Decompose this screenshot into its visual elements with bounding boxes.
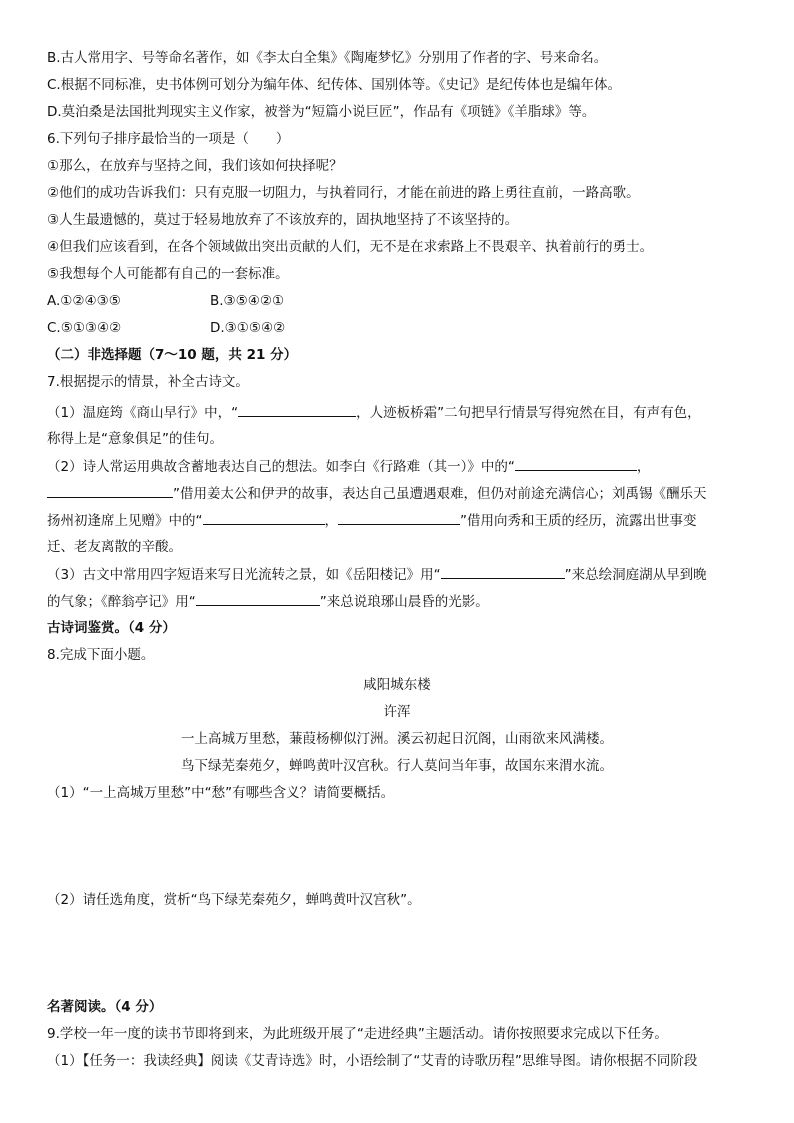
q7-stem: 7.根据提示的情景，补全古诗文。 <box>47 374 249 390</box>
option-d: D.莫泊桑是法国批判现实主义作家，被誉为“短篇小说巨匠”，作品有《项链》《羊脂球》等。 <box>47 104 596 120</box>
q7-part2-text-b: ， <box>636 459 651 475</box>
q8-sub2: （2）请任选角度，赏析“鸟下绿芜秦苑夕，蝉鸣黄叶汉宫秋”。 <box>47 892 421 908</box>
q6-sentence-2: ②他们的成功告诉我们：只有克服一切阻力，与执着同行，才能在前进的路上勇往直前，一路高歌。 <box>47 185 640 201</box>
answer-blank[interactable] <box>47 483 173 498</box>
q7-part3-text-c: 的气象；《醉翁亭记》用“ <box>47 594 196 610</box>
q6-option-a: A.①②④③⑤ <box>47 293 121 309</box>
q7-part3-text-d: ”来总说琅琊山晨昏的光影。 <box>319 594 489 610</box>
q7-part2-text-a: （2）诗人常运用典故含蓄地表达自己的想法。如李白《行路难（其一）》中的“ <box>47 459 515 475</box>
q9-stem: 9.学校一年一度的读书节即将到来，为此班级开展了“走进经典”主题活动。请你按照要求完成以下任务。 <box>47 1026 668 1042</box>
poem-title: 咸阳城东楼 <box>363 677 431 693</box>
answer-blank[interactable] <box>238 402 356 417</box>
q7-part3-text-a: （3）古文中常用四字短语来写日光流转之景，如《岳阳楼记》用“ <box>47 567 441 583</box>
q8-sub1: （1）“一上高城万里愁”中“愁”有哪些含义？请简要概括。 <box>47 785 395 801</box>
classics-section-title: 名著阅读。（4 分） <box>47 999 163 1015</box>
answer-blank[interactable] <box>441 564 565 579</box>
q8-stem: 8.完成下面小题。 <box>47 647 155 663</box>
q6-option-b: B.③⑤④②① <box>210 293 285 309</box>
q6-sentence-3: ③人生最遗憾的，莫过于轻易地放弃了不该放弃的，固执地坚持了不该坚持的。 <box>47 212 519 228</box>
q7-part3-line2 <box>47 591 489 612</box>
q6-sentence-1: ①那么，在放弃与坚持之间，我们该如何抉择呢？ <box>47 158 343 174</box>
q7-part2-line3 <box>47 510 697 531</box>
q6-sentence-5: ⑤我想每个人可能都有自己的一套标准。 <box>47 266 289 282</box>
q7-part1-line2: 称得上是“意象俱足”的佳句。 <box>47 431 223 447</box>
answer-blank[interactable] <box>515 456 637 471</box>
q7-part2-line2 <box>47 483 707 504</box>
q6-sentence-4: ④但我们应该看到，在各个领域做出突出贡献的人们，无不是在求索路上不畏艰辛、执着前行的勇士。 <box>47 239 654 255</box>
poem-line-1: 一上高城万里愁，蒹葭杨柳似汀洲。溪云初起日沉阁，山雨欲来风满楼。 <box>181 731 613 747</box>
poem-author: 许浑 <box>383 704 411 720</box>
option-c: C.根据不同标准，史书体例可划分为编年体、纪传体、国别体等。《史记》是纪传体也是编年体。 <box>47 77 621 93</box>
q7-part2-text-c: ”借用姜太公和伊尹的故事，表达自己虽遭遇艰难，但仍对前途充满信心；刘禹锡《酬乐天 <box>173 486 707 502</box>
poetry-section-title: 古诗词鉴赏。（4 分） <box>47 620 176 636</box>
poem-line-2: 鸟下绿芜秦苑夕，蝉鸣黄叶汉宫秋。行人莫问当年事，故国东来渭水流。 <box>181 758 613 774</box>
q7-part2-line4: 迁、老友离散的辛酸。 <box>47 539 182 555</box>
q7-part3-line1 <box>47 564 707 585</box>
q6-stem: 6.下列句子排序最恰当的一项是（ ） <box>47 131 290 147</box>
section-title: （二）非选择题（7～10 题，共 21 分） <box>47 347 298 363</box>
q7-part2-text-e: ， <box>324 513 338 529</box>
answer-blank[interactable] <box>196 591 320 606</box>
q9-sub1: （1）【任务一：我读经典】阅读《艾青诗选》时，小语绘制了“艾青的诗歌历程”思维导图。请你根据不同阶段 <box>47 1053 698 1069</box>
option-b: B.古人常用字、号等命名著作，如《李太白全集》《陶庵梦忆》分别用了作者的字、号来命名。 <box>47 50 608 66</box>
answer-blank[interactable] <box>203 510 325 525</box>
q7-part3-text-b: ”来总绘洞庭湖从早到晚 <box>564 567 707 583</box>
q7-part1-line1 <box>47 402 701 423</box>
q7-part1-text-b: ，人迹板桥霜”二句把早行情景写得宛然在目，有声有色， <box>356 405 701 421</box>
q7-part1-text-a: （1）温庭筠《商山早行》中，“ <box>47 405 239 421</box>
q6-option-c: C.⑤①③④② <box>47 320 122 336</box>
q6-option-d: D.③①⑤④② <box>210 320 286 336</box>
q7-part2-line1 <box>47 456 650 477</box>
answer-blank[interactable] <box>338 510 460 525</box>
q7-part2-text-d: 扬州初逢席上见赠》中的“ <box>47 513 203 529</box>
q7-part2-text-f: ”借用向秀和王质的经历，流露出世事变 <box>460 513 697 529</box>
